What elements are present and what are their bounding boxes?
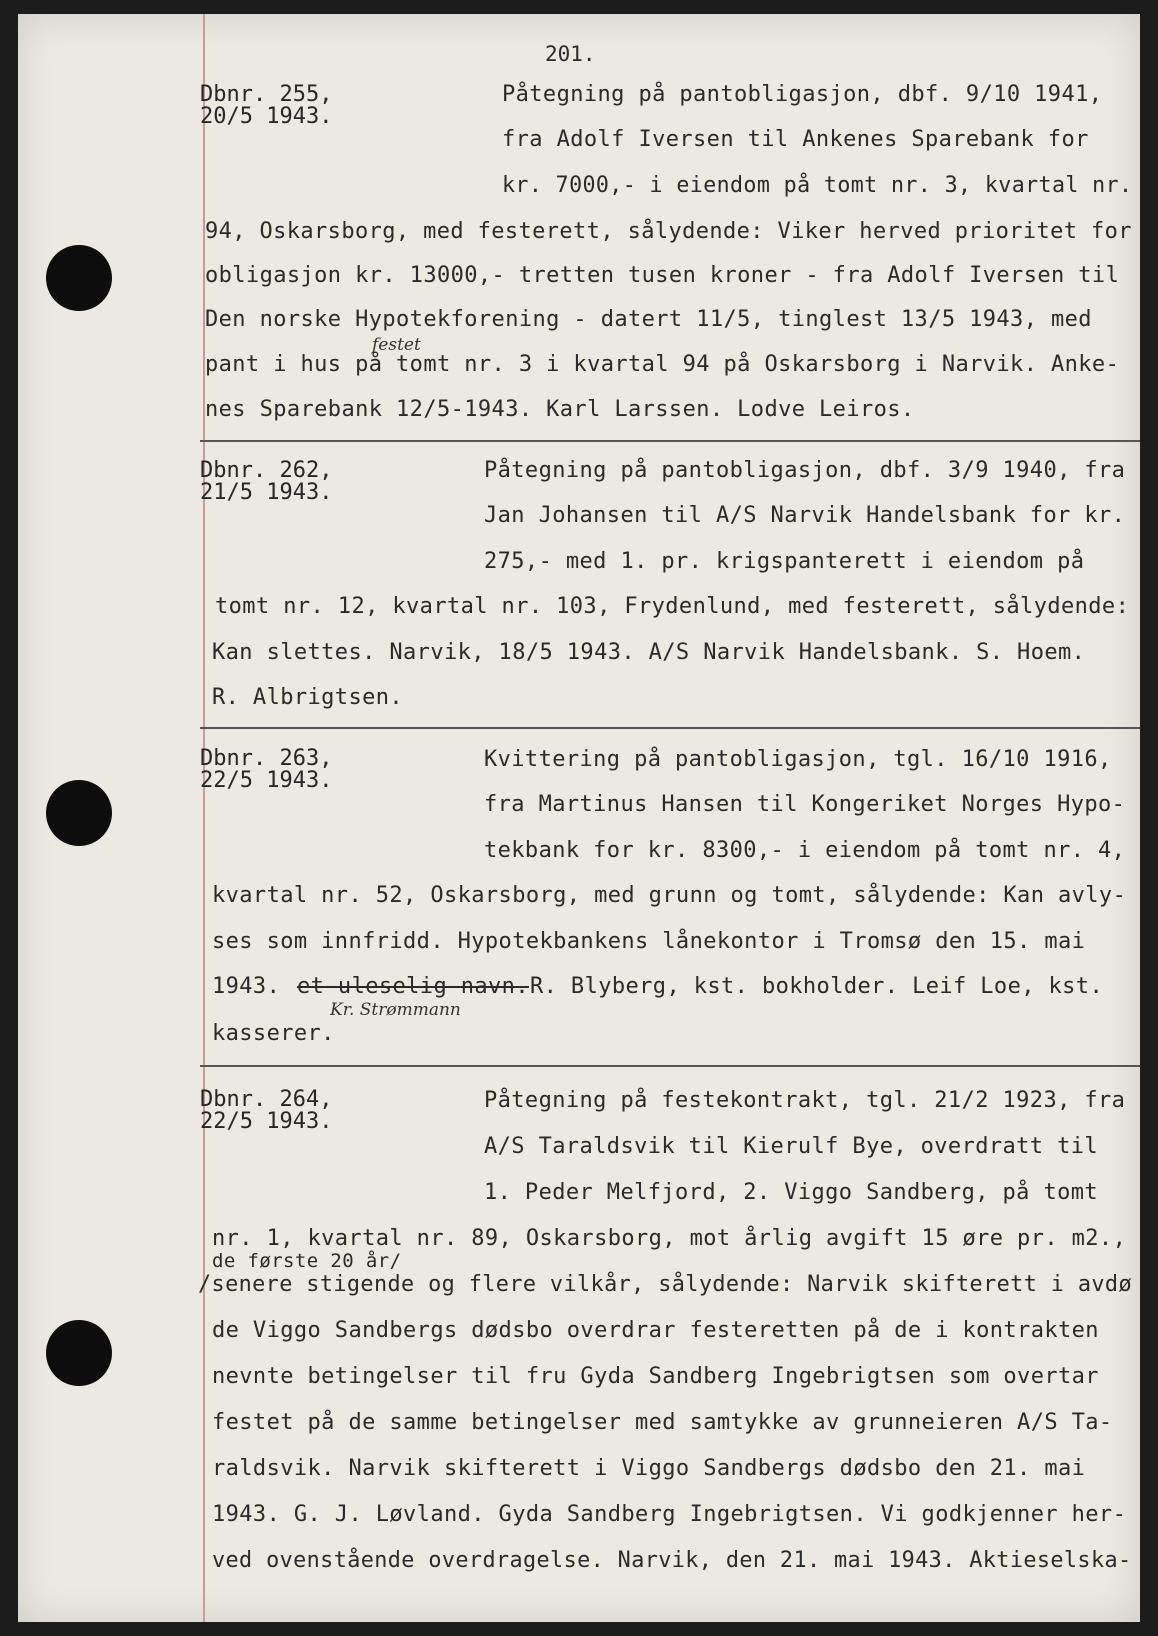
text-line: Jan Johansen til A/S Narvik Handelsbank for kr. <box>484 503 1126 528</box>
text-line: Påtegning på pantobligasjon, dbf. 9/10 1941, <box>502 82 1103 107</box>
text-line: Kan slettes. Narvik, 18/5 1943. A/S Narvik Handelsbank. S. Hoem. <box>212 640 1086 665</box>
entry-number: Dbnr. 263, <box>200 746 333 771</box>
text-line: nes Sparebank 12/5-1943. Karl Larssen. Lodve Leiros. <box>205 397 915 422</box>
text-line: kasserer. <box>212 1021 335 1046</box>
text-line: /senere stigende og flere vilkår, sålydende: Narvik skifterett i avdø <box>198 1272 1132 1297</box>
text-line: 275,- med 1. pr. krigspanterett i eiendom på <box>484 549 1085 574</box>
text-line: Påtegning på pantobligasjon, dbf. 3/9 1940, fra <box>484 458 1126 483</box>
text-line: tekbank for kr. 8300,- i eiendom på tomt nr. 4, <box>484 838 1126 863</box>
entry-number: Dbnr. 264, <box>200 1087 333 1112</box>
text-line: raldsvik. Narvik skifterett i Viggo Sandbergs dødsbo den 21. mai <box>212 1456 1086 1481</box>
handwritten-insert: Kr. Strømmann <box>330 1000 461 1020</box>
struck-text: et uleselig navn. <box>297 974 529 999</box>
entry-number: Dbnr. 262, <box>200 458 333 483</box>
text-line: ses som innfridd. Hypotekbankens lånekontor i Tromsø den 15. mai <box>212 929 1086 954</box>
entry-separator <box>200 727 1140 729</box>
text-line: R. Blyberg, kst. bokholder. Leif Loe, kst. <box>530 974 1104 999</box>
text-line: obligasjon kr. 13000,- tretten tusen kroner - fra Adolf Iversen til <box>205 263 1120 288</box>
entry-ref <box>200 84 440 128</box>
text-line: R. Albrigtsen. <box>212 685 404 710</box>
entry-ref <box>200 460 440 504</box>
text-line: ved ovenstående overdragelse. Narvik, den 21. mai 1943. Aktieselska- <box>212 1548 1132 1573</box>
text-line: Kvittering på pantobligasjon, tgl. 16/10 1916, <box>484 747 1112 772</box>
text-line: A/S Taraldsvik til Kierulf Bye, overdratt til <box>484 1134 1099 1159</box>
punch-hole <box>46 1320 112 1386</box>
entry-date: 22/5 1943. <box>200 768 333 793</box>
text-line: 1. Peder Melfjord, 2. Viggo Sandberg, på tomt <box>484 1180 1099 1205</box>
punch-hole <box>46 245 112 311</box>
text-line: kvartal nr. 52, Oskarsborg, med grunn og tomt, sålydende: Kan avly- <box>212 883 1127 908</box>
text-line: nevnte betingelser til fru Gyda Sandberg Ingebrigtsen som overtar <box>212 1364 1099 1389</box>
text-line: kr. 7000,- i eiendom på tomt nr. 3, kvartal nr. <box>502 173 1133 198</box>
handwritten-insert: festet <box>372 335 421 355</box>
text-line: fra Adolf Iversen til Ankenes Sparebank for <box>502 127 1089 152</box>
punch-hole <box>46 780 112 846</box>
text-line: festet på de samme betingelser med samtykke av grunneieren A/S Ta- <box>212 1410 1113 1435</box>
text-line: Den norske Hypotekforening - datert 11/5, tinglest 13/5 1943, med <box>205 307 1092 332</box>
text-line: fra Martinus Hansen til Kongeriket Norges Hypo- <box>484 792 1126 817</box>
page-number: 201. <box>545 42 596 66</box>
entry-separator <box>200 1065 1140 1067</box>
text-line: pant i hus på tomt nr. 3 i kvartal 94 på Oskarsborg i Narvik. Anke- <box>205 352 1120 377</box>
text-line: de første 20 år/ <box>212 1250 402 1272</box>
entry-number: Dbnr. 255, <box>200 82 333 107</box>
text-line: 1943. <box>212 974 281 999</box>
entry-date: 22/5 1943. <box>200 1109 333 1134</box>
text-line: tomt nr. 12, kvartal nr. 103, Frydenlund, med festerett, sålydende: <box>215 594 1130 619</box>
entry-ref <box>200 1089 440 1133</box>
text-line: 94, Oskarsborg, med festerett, sålydende: Viker herved prioritet for <box>205 219 1132 244</box>
entry-date: 21/5 1943. <box>200 480 333 505</box>
text-line: 1943. G. J. Løvland. Gyda Sandberg Ingebrigtsen. Vi godkjenner her- <box>212 1502 1127 1527</box>
entry-ref <box>200 748 440 792</box>
entry-date: 20/5 1943. <box>200 104 333 129</box>
text-line: Påtegning på festekontrakt, tgl. 21/2 1923, fra <box>484 1088 1126 1113</box>
margin-rule <box>203 14 205 1622</box>
text-line: de Viggo Sandbergs dødsbo overdrar festeretten på de i kontrakten <box>212 1318 1099 1343</box>
text-line: nr. 1, kvartal nr. 89, Oskarsborg, mot årlig avgift 15 øre pr. m2., <box>212 1226 1127 1251</box>
entry-separator <box>200 440 1140 442</box>
